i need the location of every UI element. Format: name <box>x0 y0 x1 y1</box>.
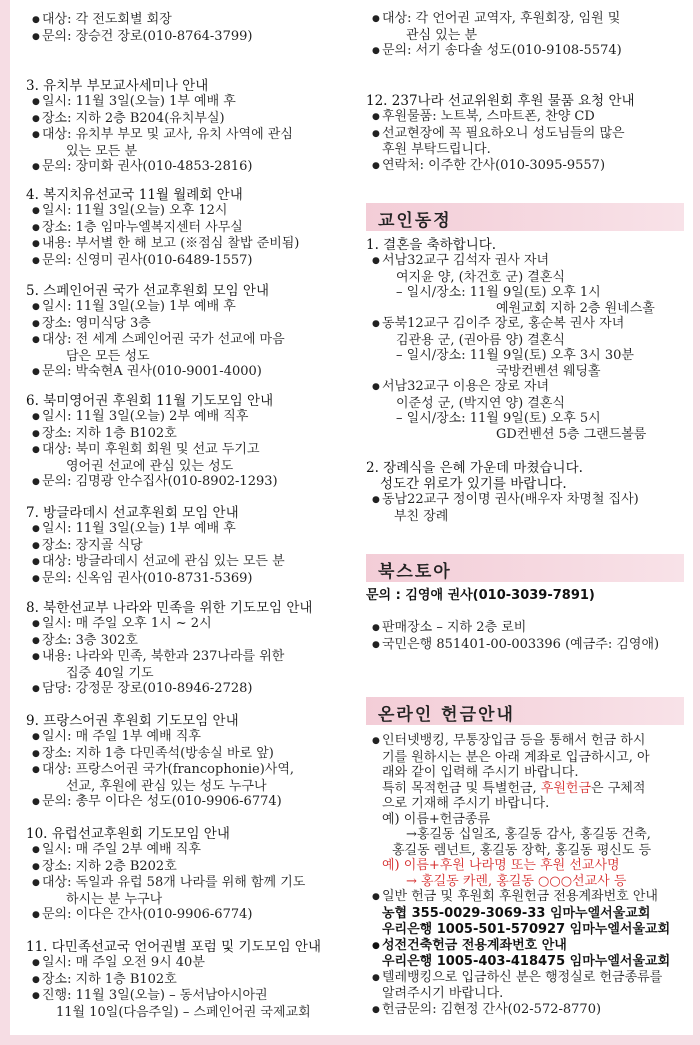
list-item: ● 서남32교구 김석자 권사 자녀 <box>366 253 691 270</box>
list-item: ● 일시: 11월 3일(오늘) 1부 예배 후 <box>26 299 356 316</box>
list-item: ● 일시: 매 주일 오전 9시 40분 <box>26 955 356 972</box>
list-item-cont: 여지윤 양, (차건호 군) 결혼식 <box>396 269 565 285</box>
section-title: 6. 북미영어권 후원회 11월 기도모임 안내 <box>26 393 274 409</box>
list-item-cont: 부친 장례 <box>394 508 449 524</box>
section-title: 3. 유치부 부모교사세미나 안내 <box>26 78 209 94</box>
list-item: ● 대상: 각 전도회별 회장 <box>26 12 356 29</box>
bookstore-title: 북스토아 <box>378 562 452 582</box>
list-item-cont: GD컨벤션 5층 그랜드볼룸 <box>496 426 647 442</box>
list-item: ● 장소: 지하 2층 B204(유치부실) <box>26 111 356 128</box>
list-item: ● 헌금문의: 김현정 간사(02-572-8770) <box>366 1002 691 1019</box>
list-item: ● 연락처: 이주한 간사(010-3095-9557) <box>366 158 691 175</box>
list-item: ● 장소: 장지골 식당 <box>26 538 356 555</box>
section-10 <box>26 826 356 924</box>
list-item: ● 동북12교구 김이주 장로, 홍순복 권사 자녀 <box>366 316 691 333</box>
list-item: ● 서남32교구 이용은 장로 자녀 <box>366 379 691 396</box>
list-item: ● 진행: 11월 3일(오늘) – 동서남아시아권 <box>26 988 356 1005</box>
list-item-cont: – 일시/장소: 11월 9일(토) 오후 1시 <box>396 285 601 300</box>
account-line: 우리은행 1005-403-418475 임마누엘서울교회 <box>382 953 671 969</box>
list-item-cont: 집중 40일 기도 <box>66 665 154 681</box>
section-11 <box>26 939 356 1020</box>
online-offering-title: 온라인 헌금안내 <box>378 705 515 725</box>
section-8 <box>26 600 356 698</box>
list-item: ● 대상: 방글라데시 선교에 관심 있는 모든 분 <box>26 554 356 571</box>
list-item: ● 일시: 11월 3일(오늘) 1부 예배 후 <box>26 521 356 538</box>
section-title: 11. 다민족선교국 언어권별 포럼 및 기도모임 안내 <box>26 939 321 955</box>
list-item: ● 일시: 11월 3일(오늘) 2부 예배 직후 <box>26 409 356 426</box>
list-item: ● 장소: 영미식당 3층 <box>26 316 356 333</box>
list-item: ● 일시: 11월 3일(오늘) 1부 예배 후 <box>26 94 356 111</box>
list-item-cont: 영어권 선교에 관심 있는 성도 <box>66 458 234 474</box>
list-item-cont: 이준성 군, (박지연 양) 결혼식 <box>396 395 565 411</box>
red-example: → 홍길동 카렌, 홍길동 ○○○선교사 등 <box>406 873 627 889</box>
highlight-text: 후원헌금 <box>540 780 592 796</box>
paragraph-line <box>366 781 691 797</box>
list-item: ● 문의: 신영미 권사(010-6489-1557) <box>26 253 356 270</box>
list-item-cont: – 일시/장소: 11월 9일(토) 오후 3시 30분 <box>396 348 634 363</box>
list-item: ● 대상: 각 언어권 교역자, 후원회장, 임원 및 <box>366 11 691 28</box>
list-item: ● 문의: 서기 송다솔 성도(010-9108-5574) <box>366 43 691 60</box>
list-item: ● 문의: 장승건 장로(010-8764-3799) <box>26 29 356 46</box>
list-item: ● 대상: 독일과 유럽 58개 나라를 위해 함께 기도 <box>26 875 356 892</box>
account-line: 농협 355-0029-3069-33 임마누엘서울교회 <box>382 905 651 921</box>
list-item: ● 문의: 이다은 간사(010-9906-6774) <box>26 907 356 924</box>
section-2-tail <box>26 12 356 45</box>
list-item-cont: 김관용 군, (권아름 양) 결혼식 <box>396 332 565 348</box>
list-item-cont: 선교, 후원에 관심 있는 성도 누구나 <box>66 778 267 794</box>
list-item: ● 장소: 지하 2층 B202호 <box>26 859 356 876</box>
church-news-header <box>366 203 684 231</box>
paragraph-line: →홍길동 십일조, 홍길동 감사, 홍길동 건축, <box>406 827 651 842</box>
section-title: 9. 프랑스어권 후원회 기도모임 안내 <box>26 713 239 729</box>
account-line: 우리은행 1005-501-570927 임마누엘서울교회 <box>382 921 671 937</box>
list-item: ● 장소: 지하 1층 B102호 <box>26 972 356 989</box>
section-title: 5. 스페인어권 국가 선교후원회 모임 안내 <box>26 283 269 299</box>
section-6 <box>26 393 356 491</box>
list-item: ● 일시: 매 주일 1부 예배 직후 <box>26 729 356 746</box>
section-9 <box>26 713 356 811</box>
funeral-section <box>366 460 691 524</box>
section-4 <box>26 187 356 269</box>
list-item-cont: 예원교회 지하 2층 원네스홀 <box>496 300 655 316</box>
list-item-cont: 담은 모든 성도 <box>66 348 150 364</box>
list-item: ● 일시: 11월 3일(오늘) 오후 12시 <box>26 203 356 220</box>
list-item: ● 국민은행 851401-00-003396 (예금주: 김영애) <box>366 637 691 654</box>
list-item-cont: 11월 10일(다음주일) – 스페인어권 국제교회 <box>56 1004 311 1020</box>
section-title: 2. 장례식을 은혜 가운데 마쳤습니다. <box>366 460 583 476</box>
list-item: ● 담당: 강정문 장로(010-8946-2728) <box>26 681 356 698</box>
list-item: ● 장소: 지하 1층 다민족석(방송실 바로 앞) <box>26 746 356 763</box>
text-span: 은 구체적 <box>591 780 646 796</box>
section-title: 10. 유럽선교후원회 기도모임 안내 <box>26 826 230 842</box>
list-item: ● 동남22교구 정이명 권사(배우자 차명철 집사) <box>366 492 691 509</box>
list-item: ● 인터넷뱅킹, 무통장입금 등을 통해서 헌금 하시 <box>366 733 691 750</box>
section-11-tail <box>366 11 691 60</box>
list-item: ● 일시: 매 주일 2부 예배 직후 <box>26 842 356 859</box>
paragraph-line: 예) 이름+헌금종류 <box>382 811 491 827</box>
list-item: ● 판매장소 – 지하 2층 로비 <box>366 620 691 637</box>
bulletin-page <box>10 0 693 1035</box>
list-item: ● 문의: 신옥임 권사(010-8731-5369) <box>26 571 356 588</box>
section-title: 4. 복지치유선교국 11월 월례회 안내 <box>26 187 243 203</box>
section-title: 7. 방글라데시 선교후원회 모임 안내 <box>26 505 239 521</box>
section-5 <box>26 283 356 381</box>
list-item: ● 대상: 유치부 부모 및 교사, 유치 사역에 관심 <box>26 127 356 144</box>
list-item: ● 문의: 장미화 권사(010-4853-2816) <box>26 159 356 176</box>
section-title: 1. 결혼을 축하합니다. <box>366 237 497 253</box>
list-item: ● 장소: 3층 302호 <box>26 633 356 650</box>
list-item: ● 장소: 1층 임마누엘복지센터 사무실 <box>26 220 356 237</box>
list-item: ● 대상: 전 세계 스페인어권 국가 선교에 마음 <box>26 332 356 349</box>
list-item: ● 후원물품: 노트북, 스마트폰, 찬양 CD <box>366 109 691 126</box>
list-item: ● 문의: 총무 이다은 성도(010-9906-6774) <box>26 794 356 811</box>
wedding-section <box>366 237 691 442</box>
list-item: ● 일시: 매 주일 오후 1시 ~ 2시 <box>26 616 356 633</box>
paragraph-line: 으로 기재해 주시기 바랍니다. <box>382 796 550 811</box>
list-item-cont: 관심 있는 분 <box>406 27 478 43</box>
bookstore-contact: 문의 : 김영애 권사(010-3039-7891) <box>366 588 595 603</box>
list-item: ● 텔레뱅킹으로 입금하신 분은 행정실로 헌금종류를 <box>366 970 691 987</box>
section-title: 8. 북한선교부 나라와 민족을 위한 기도모임 안내 <box>26 600 313 616</box>
list-item: ● 내용: 부서별 한 해 보고 (※점심 찰밥 준비됨) <box>26 236 356 253</box>
section-7 <box>26 505 356 587</box>
list-item: ● 장소: 지하 1층 B102호 <box>26 426 356 443</box>
list-item-cont: 후원 부탁드립니다. <box>382 142 491 157</box>
paragraph-line: 기를 원하시는 분은 아래 계좌로 입금하시고, 아 <box>382 749 650 765</box>
list-item-cont: 있는 모든 분 <box>66 143 138 159</box>
list-item: ● 내용: 나라와 민족, 북한과 237나라를 위한 <box>26 649 356 666</box>
section-title: 12. 237나라 선교위원회 후원 물품 요청 안내 <box>366 93 635 109</box>
list-item-cont: 국방컨벤션 웨딩홀 <box>496 363 601 379</box>
list-item: ● 성전건축헌금 전용계좌번호 안내 <box>366 938 691 954</box>
text-span: 특히 목적헌금 및 특별헌금, <box>382 780 541 796</box>
section-12 <box>366 93 691 174</box>
list-item: ● 문의: 박숙현A 권사(010-9001-4000) <box>26 364 356 381</box>
paragraph-line: 알려주시기 바랍니다. <box>382 986 504 1001</box>
list-item: ● 대상: 프랑스어권 국가(francophonie)사역, <box>26 762 356 779</box>
red-example: 예) 이름+후원 나라명 또는 후원 선교사명 <box>382 858 620 873</box>
section-subtitle: 성도간 위로가 있기를 바랍니다. <box>380 476 567 492</box>
list-item-cont: – 일시/장소: 11월 9일(토) 오후 5시 <box>396 411 601 426</box>
paragraph-line: 래와 같이 입력해 주시기 바랍니다. <box>382 765 579 780</box>
list-item-cont: 하시는 분 누구나 <box>66 891 163 907</box>
list-item: ● 문의: 김명광 안수집사(010-8902-1293) <box>26 474 356 491</box>
list-item: ● 일반 헌금 및 후원회 후원헌금 전용계좌번호 안내 <box>366 889 691 906</box>
online-offering-header <box>366 697 684 725</box>
church-news-title: 교인동정 <box>378 211 452 231</box>
paragraph-line: 홍길동 렘넌트, 홍길동 장학, 홍길동 평신도 등 <box>392 842 652 858</box>
bookstore-header <box>366 554 684 582</box>
list-item: ● 대상: 북미 후원회 회원 및 선교 두기고 <box>26 442 356 459</box>
section-3 <box>26 78 356 176</box>
bookstore-section <box>366 588 691 653</box>
list-item: ● 선교현장에 꼭 필요하오니 성도님들의 많은 <box>366 126 691 143</box>
online-offering-section <box>366 733 691 1018</box>
